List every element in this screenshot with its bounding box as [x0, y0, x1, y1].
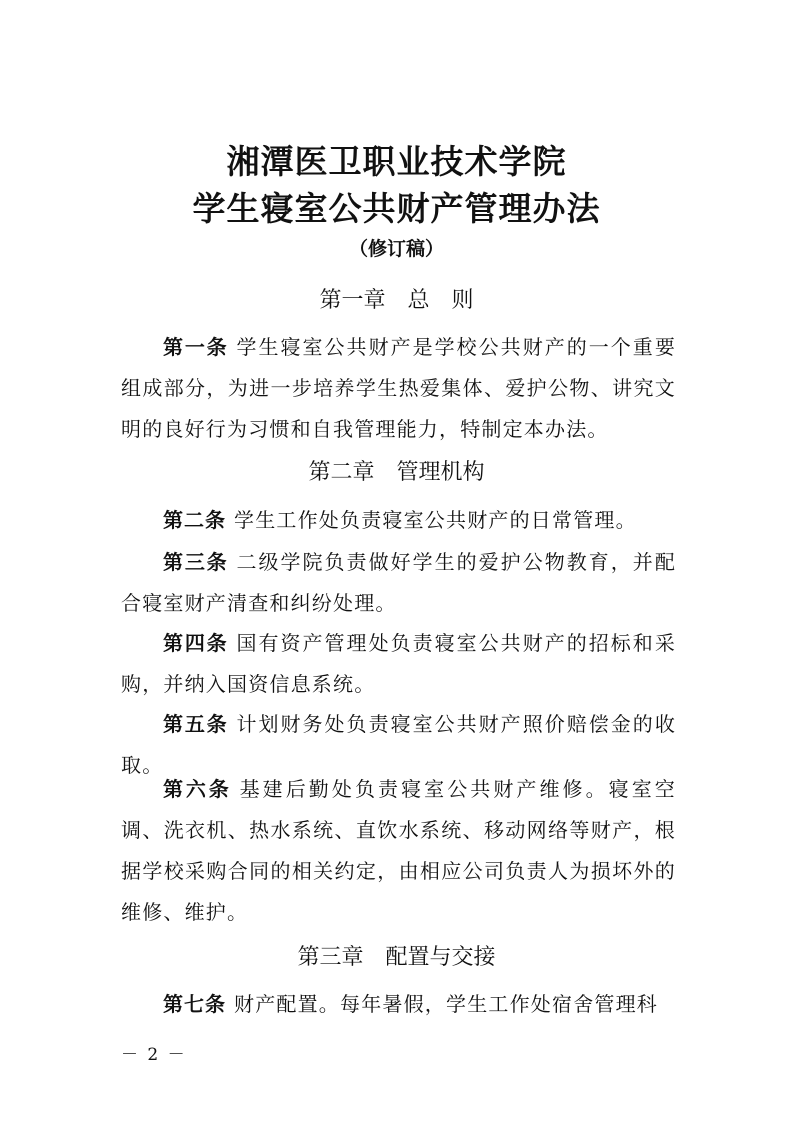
article-label: 第三条 [163, 550, 229, 574]
document-title-line-2: 学生寝室公共财产管理办法 [192, 189, 601, 228]
chapter-heading-3: 第三章 配置与交接 [297, 945, 496, 970]
article-text: 基建后勤处负责寝室公共财产维修。寝室空调、洗衣机、热水系统、直饮水系统、移动网络等财产，根据学校采购合同的相关约定，由相应公司负责人为损坏外的维修、维护。 [121, 777, 676, 924]
article-2 [121, 500, 676, 541]
chapter-heading-2: 第二章 管理机构 [308, 460, 485, 485]
article-label: 第四条 [163, 631, 229, 655]
article-text: 国有资产管理处负责寝室公共财产的招标和采购，并纳入国资信息系统。 [121, 631, 677, 696]
article-1 [121, 327, 676, 450]
article-label: 第二条 [163, 508, 226, 532]
document-subtitle: （修订稿） [348, 238, 444, 260]
article-text: 财产配置。每年暑假，学生工作处宿舍管理科 [234, 992, 658, 1016]
article-label: 第五条 [163, 712, 229, 736]
article-text: 学生寝室公共财产是学校公共财产的一个重要组成部分，为进一步培养学生热爱集体、爱护公物、讲究文明的良好行为习惯和自我管理能力，特制定本办法。 [121, 335, 677, 441]
article-3 [121, 542, 676, 624]
article-text: 学生工作处负责寝室公共财产的日常管理。 [234, 508, 637, 532]
article-6 [121, 769, 676, 933]
article-text: 二级学院负责做好学生的爱护公物教育，并配合寝室财产清查和纠纷处理。 [121, 550, 677, 615]
article-label: 第七条 [163, 992, 226, 1016]
article-text: 计划财务处负责寝室公共财产照价赔偿金的收取。 [121, 712, 677, 777]
document-title-line-1: 湘潭医卫职业技术学院 [226, 142, 567, 181]
article-label: 第六条 [163, 777, 232, 801]
page-number: － 2 － [121, 1045, 187, 1065]
chapter-heading-1: 第一章 总 则 [319, 288, 474, 313]
article-4 [121, 623, 676, 705]
article-7 [121, 984, 676, 1025]
article-label: 第一条 [163, 335, 229, 359]
